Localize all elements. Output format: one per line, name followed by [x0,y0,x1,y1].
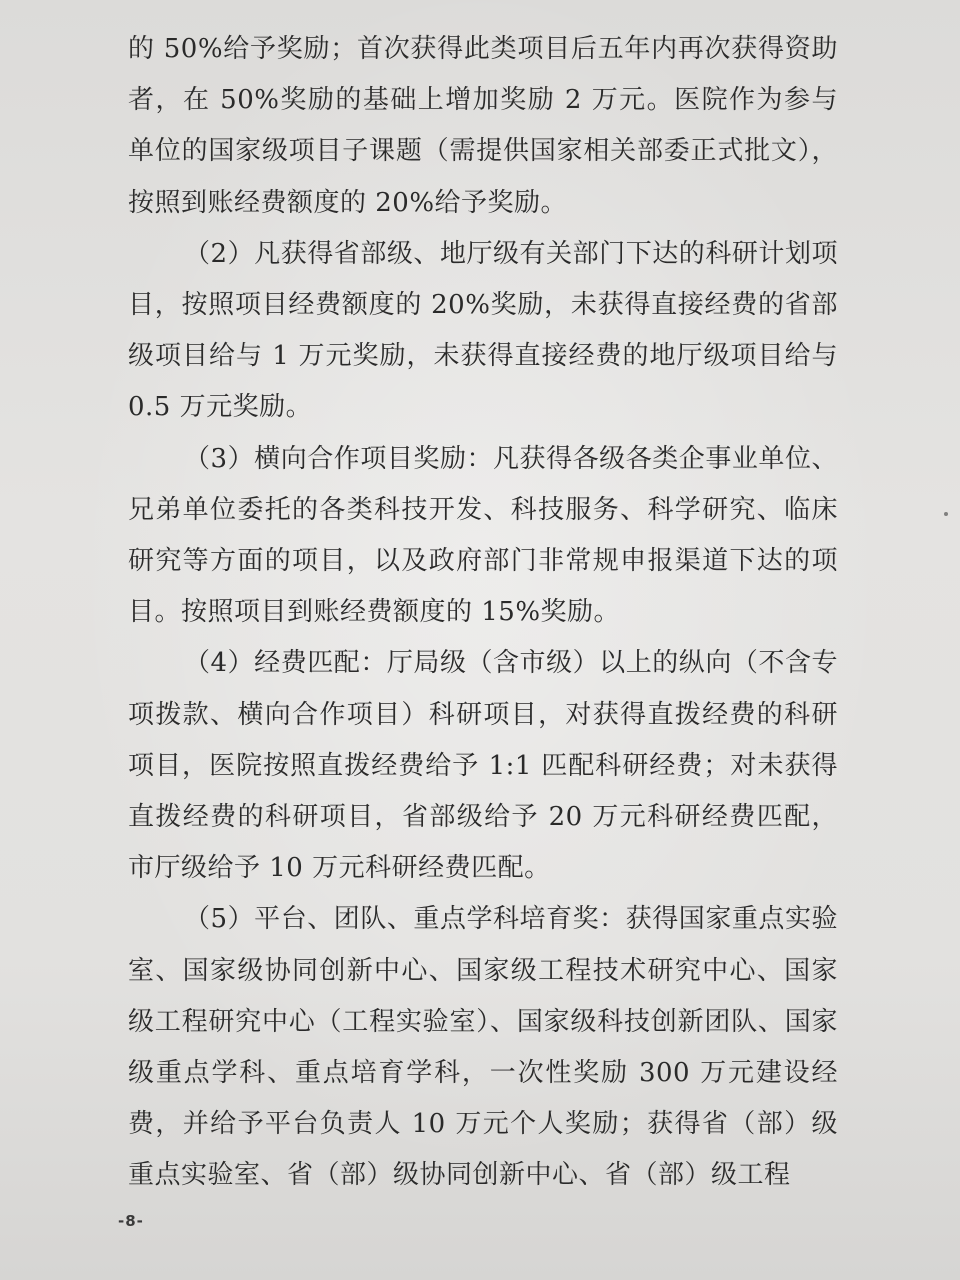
paragraph-item-4: （4）经费匹配：厅局级（含市级）以上的纵向（不含专项拨款、横向合作项目）科研项目，对获得直拨经费的科研项目，医院按照直拨经费给予 1:1 匹配科研经费；对未获得直拨经费的科研项目，省部级给予 20 万元科研经费匹配，市厅级给予 10 万元科研经费匹配。 [128,648,838,884]
paper-speck [944,512,948,516]
paragraph-item-3: （3）横向合作项目奖励：凡获得各级各类企事业单位、兄弟单位委托的各类科技开发、科技服务、科学研究、临床研究等方面的项目，以及政府部门非常规申报渠道下达的项目。按照项目到账经费额度的 15%奖励。 [128,443,838,628]
page-number: -8- [118,1212,144,1230]
paragraph-item-2: （2）凡获得省部级、地厅级有关部门下达的科研计划项目，按照项目经费额度的 20%奖励，未获得直接经费的省部级项目给与 1 万元奖励，未获得直接经费的地厅级项目给与 0.5 万元奖励。 [128,238,838,423]
document-body [128,24,838,1202]
paragraph-item-5: （5）平台、团队、重点学科培育奖：获得国家重点实验室、国家级协同创新中心、国家级工程技术研究中心、国家级工程研究中心（工程实验室）、国家级科技创新团队、国家级重点学科、重点培育学科，一次性奖励 300 万元建设经费，并给予平台负责人 10 万元个人奖励；获得省（部）级重点实验室、省（部）级协同创新中心、省（部）级工程 [128,904,838,1191]
paragraph-continuation: 的 50%给予奖励；首次获得此类项目后五年内再次获得资助者，在 50%奖励的基础上增加奖励 2 万元。医院作为参与单位的国家级项目子课题（需提供国家相关部委正式批文），按照到账经费额度的 20%给予奖励。 [128,34,838,218]
